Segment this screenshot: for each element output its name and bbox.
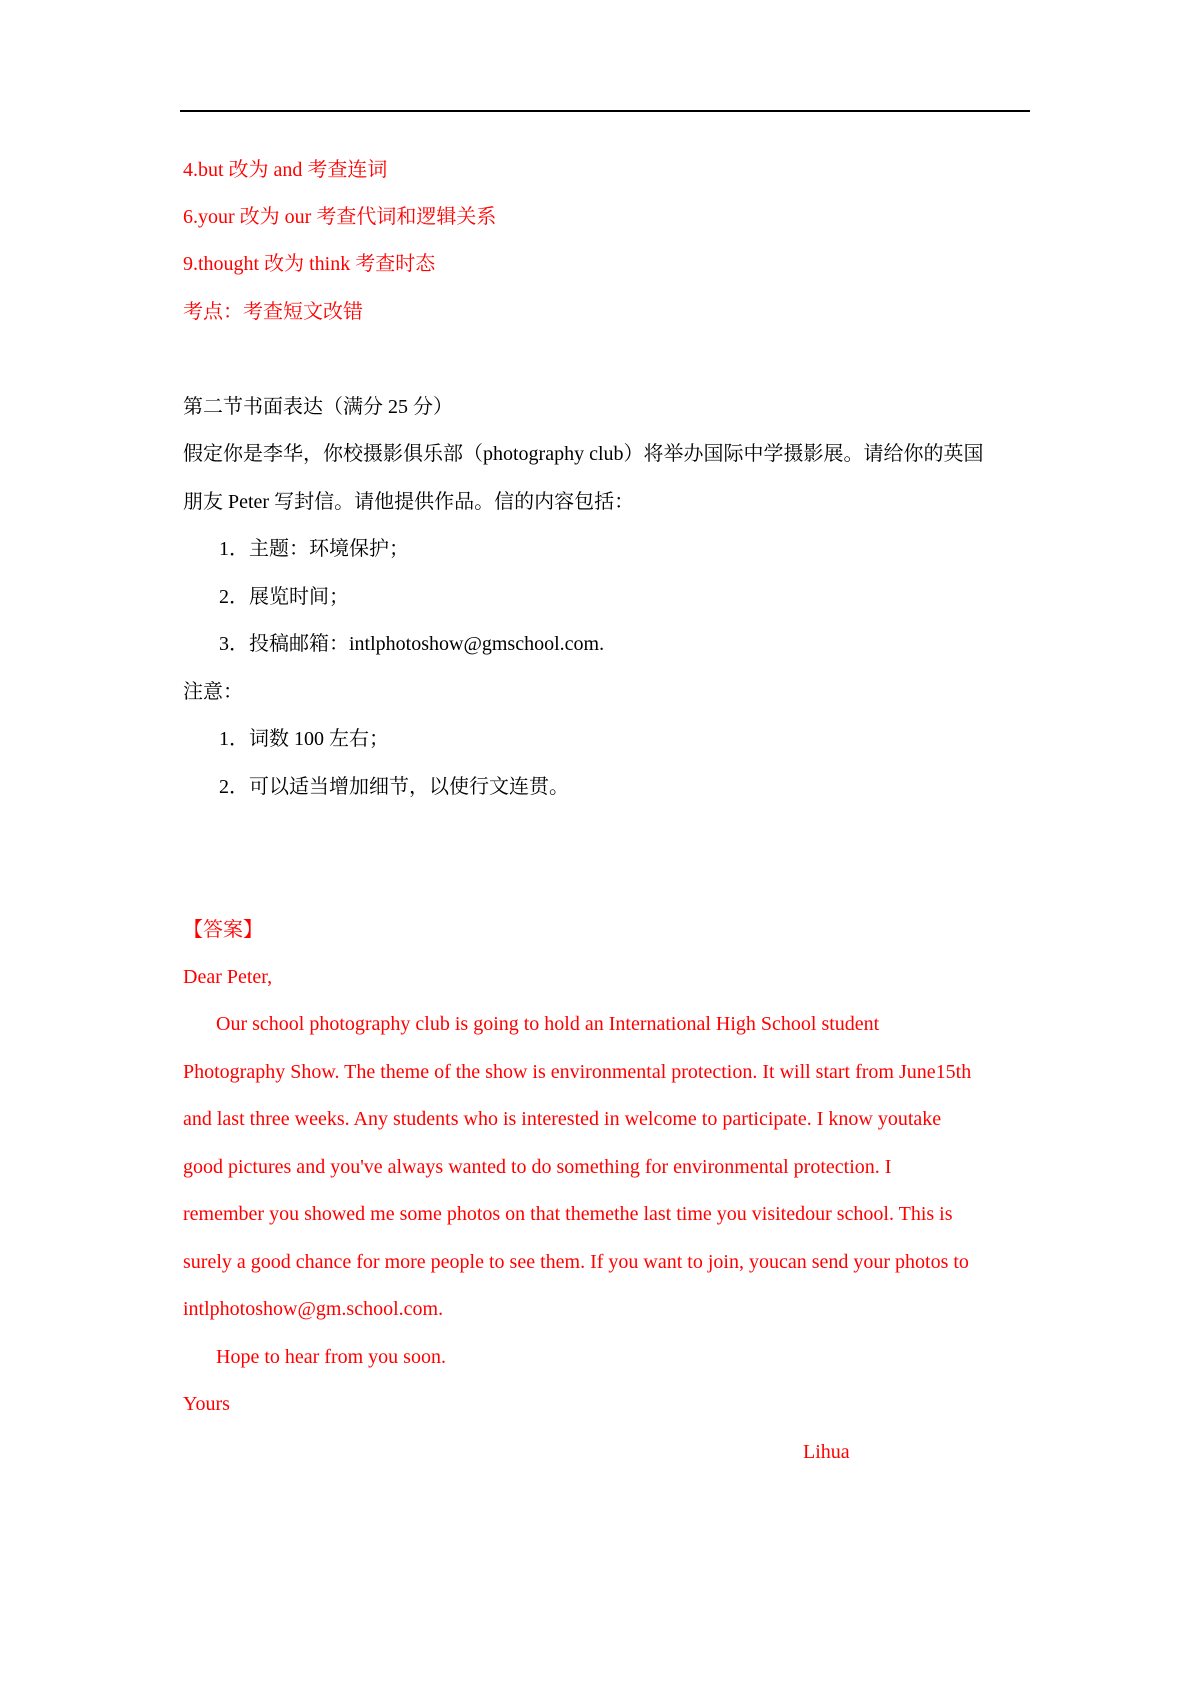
correction-item: 6.your 改为 our 考查代词和逻辑关系 [183,206,497,228]
header-rule [180,110,1030,112]
letter-sign-off: Yours [183,1393,230,1415]
letter-salutation: Dear Peter, [183,966,273,988]
prompt-line: 朋友 Peter 写封信。请他提供作品。信的内容包括： [183,491,635,513]
prompt-line: 假定你是李华，你校摄影俱乐部（photography club）将举办国际中学摄影展。请给你的英国 [183,443,984,465]
letter-signature: Lihua [803,1441,850,1463]
notes-label: 注意： [183,681,243,703]
note-item: 1．词数 100 左右； [219,728,389,750]
correction-item: 4.but 改为 and 考查连词 [183,159,388,181]
letter-body-line: good pictures and you've always wanted to do something for environmental protection. I [183,1156,892,1178]
content-item: 1．主题：环境保护； [219,538,409,560]
note-item: 2．可以适当增加细节，以使行文连贯。 [219,776,569,798]
content-item: 3．投稿邮箱：intlphotoshow@gmschool.com. [219,633,605,655]
letter-body-line: intlphotoshow@gm.school.com. [183,1298,444,1320]
letter-body-line: Our school photography club is going to hold an International High School student [216,1013,880,1035]
exam-point: 考点：考查短文改错 [183,301,363,323]
letter-body-line: and last three weeks. Any students who is interested in welcome to participate. I know youtake [183,1108,942,1130]
content-item: 2．展览时间； [219,586,349,608]
letter-body-line: Photography Show. The theme of the show is environmental protection. It will start from June15th [183,1061,972,1083]
correction-item: 9.thought 改为 think 考查时态 [183,253,436,275]
answer-label: 【答案】 [183,919,263,941]
letter-body-line: remember you showed me some photos on that themethe last time you visitedour school. This is [183,1203,953,1225]
letter-body-line: surely a good chance for more people to see them. If you want to join, youcan send your photos to [183,1251,969,1273]
section-heading: 第二节书面表达（满分 25 分） [183,396,453,418]
letter-closing-line: Hope to hear from you soon. [216,1346,446,1368]
